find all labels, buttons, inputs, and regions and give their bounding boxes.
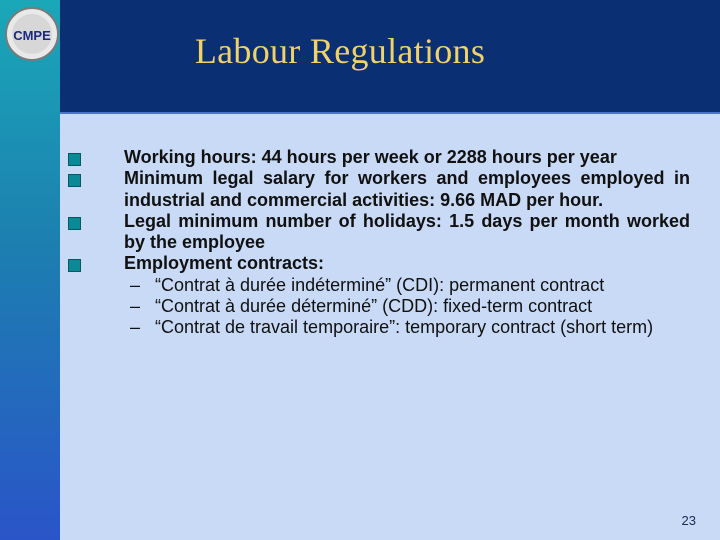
sub-bullet-text: “Contrat à durée déterminé” (CDD): fixed-term contract bbox=[155, 296, 593, 317]
bullet-item bbox=[64, 168, 690, 211]
dash-marker: – bbox=[130, 274, 141, 295]
sub-bullet-text: “Contrat à durée indéterminé” (CDI): permanent contract bbox=[155, 274, 605, 295]
left-accent-bar bbox=[0, 0, 60, 540]
sub-bullet-item bbox=[64, 275, 690, 296]
dash-marker: – bbox=[130, 317, 141, 338]
bullet-text: Minimum legal salary for workers and employees employed in industrial and commercial activities: 9.66 MAD per hour. bbox=[124, 168, 690, 210]
square-bullet-icon bbox=[68, 153, 81, 166]
dash-marker: – bbox=[130, 296, 141, 317]
page-number: 23 bbox=[681, 513, 696, 528]
square-bullet-icon bbox=[68, 217, 81, 230]
slide-title: Labour Regulations bbox=[194, 31, 486, 71]
cmpe-logo bbox=[4, 6, 60, 62]
bullet-text: Employment contracts: bbox=[124, 253, 325, 274]
square-bullet-icon bbox=[68, 174, 81, 187]
sub-bullet-item bbox=[64, 296, 690, 317]
sub-bullet-item bbox=[64, 317, 690, 338]
square-bullet-icon bbox=[68, 259, 81, 272]
sub-bullet-text: “Contrat de travail temporaire”: temporary contract (short term) bbox=[155, 317, 654, 338]
bullet-item bbox=[64, 147, 690, 168]
bullet-text: Working hours: 44 hours per week or 2288 hours per year bbox=[124, 147, 617, 167]
bullet-item bbox=[64, 253, 690, 274]
bullet-list bbox=[64, 147, 690, 339]
bullet-item bbox=[64, 211, 690, 254]
bullet-text: Legal minimum number of holidays: 1.5 days per month worked by the employee bbox=[124, 210, 690, 253]
svg-text:CMPE: CMPE bbox=[13, 28, 51, 43]
